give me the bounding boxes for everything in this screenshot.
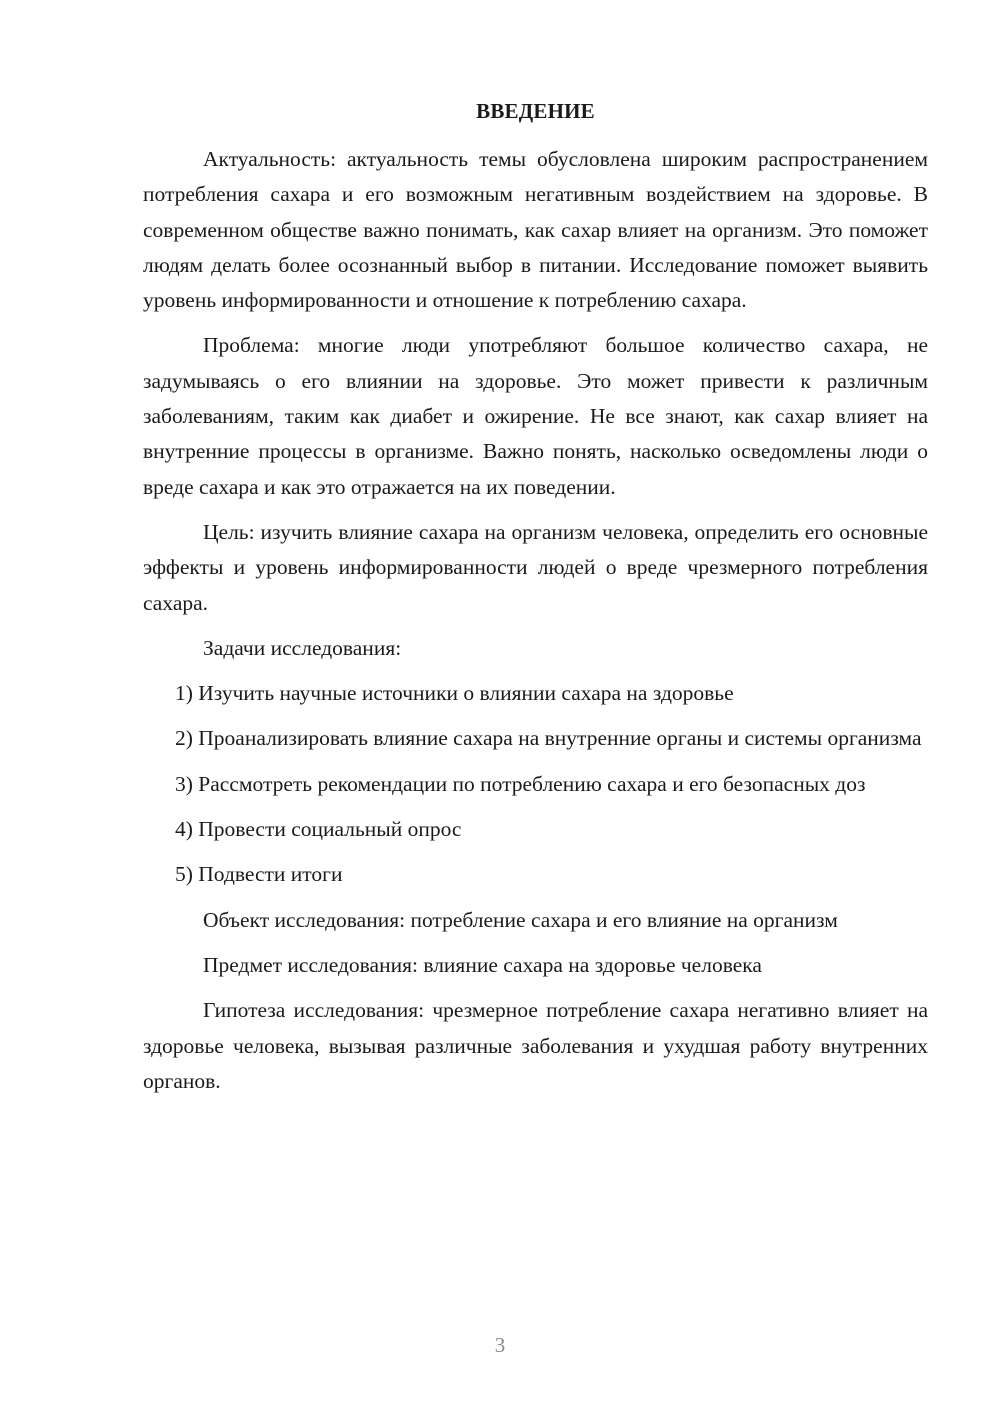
page-number: 3: [494, 1333, 506, 1357]
task-item-2: 2) Проанализировать влияние сахара на внутренние органы и системы организма: [175, 726, 922, 751]
task-item-3: 3) Рассмотреть рекомендации по потреблению сахара и его безопасных доз: [175, 771, 866, 796]
object-paragraph: Объект исследования: потребление сахара и его влияние на организм: [203, 907, 838, 932]
goal-paragraph: Цель: изучить влияние сахара на организм человека, определить его основные эффекты и уровень информированности людей о вреде чрезмерного потребления сахара.: [143, 519, 928, 615]
relevance-paragraph: Актуальность: актуальность темы обусловлена широким распространением потребления сахара и его возможным негативным воздействием на здоровье. В современном обществе важно понимать, как сахар влияет на организм. Это поможет людям делать более осознанный выбор в питании. Исследование поможет выявить уровень информированности и отношение к потреблению сахара.: [143, 147, 928, 313]
section-heading: ВВЕДЕНИЕ: [476, 99, 595, 123]
tasks-title: Задачи исследования:: [203, 635, 402, 660]
hypothesis-paragraph: Гипотеза исследования: чрезмерное потребление сахара негативно влияет на здоровье человека, вызывая различные заболевания и ухудшая работу внутренних органов.: [143, 998, 928, 1093]
problem-paragraph: Проблема: многие люди употребляют большое количество сахара, не задумываясь о его влиянии на здоровье. Это может привести к различным заболеваниям, таким как диабет и ожирение. Не все знают, как сахар влияет на внутренние процессы в организме. Важно понять, насколько осведомлены люди о вреде сахара и как это отражается на их поведении.: [143, 333, 928, 499]
subject-paragraph: Предмет исследования: влияние сахара на здоровье человека: [203, 952, 762, 977]
document-page: [143, 94, 928, 1099]
task-item-4: 4) Провести социальный опрос: [175, 817, 462, 842]
task-item-5: 5) Подвести итоги: [175, 862, 343, 887]
task-item-1: 1) Изучить научные источники о влиянии сахара на здоровье: [175, 681, 734, 706]
